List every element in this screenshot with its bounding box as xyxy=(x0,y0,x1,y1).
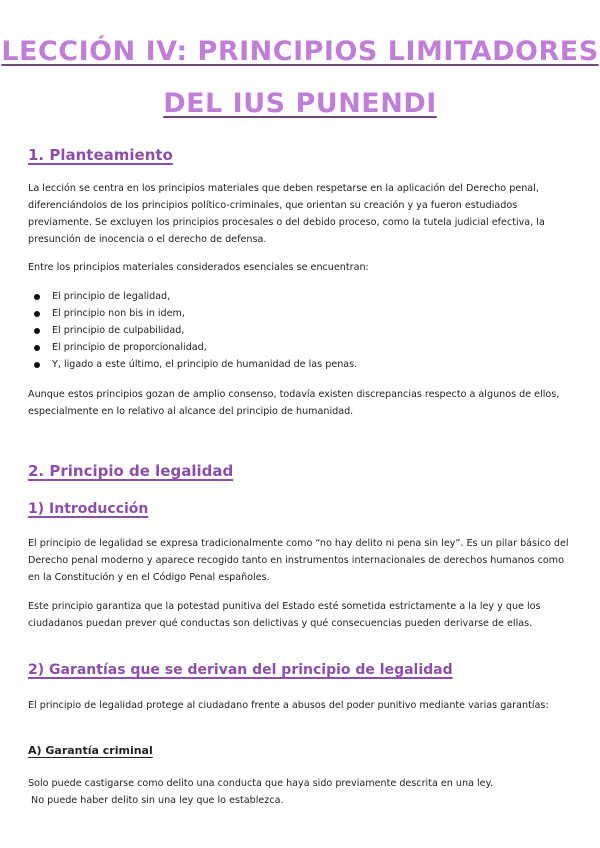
bullet-icon xyxy=(34,328,40,334)
paragraph-garantia-criminal-2: No puede haber delito sin una ley que lo establezca. xyxy=(28,795,284,806)
list-item: El principio de culpabilidad, xyxy=(34,322,357,339)
paragraph-legalidad-intro: El principio de legalidad se expresa tradicionalmente como “no hay delito ni pena sin ley”. Es un pilar básico del Derecho penal moderno y aparece recogido tanto en instrumentos internacionales de derechos humanos como en la Constitución y en el Código Penal españoles. xyxy=(28,538,569,583)
bullet-icon xyxy=(34,345,40,351)
list-item: El principio de legalidad, xyxy=(34,288,357,305)
paragraph-garantias-intro: El principio de legalidad protege al ciudadano frente a abusos del poder punitivo mediante varias garantías: xyxy=(28,700,549,711)
bullet-icon xyxy=(34,362,40,368)
subsection-heading-introduccion: 1) Introducción xyxy=(28,501,149,517)
list-item: El principio non bis in idem, xyxy=(34,305,357,322)
principles-list xyxy=(34,288,357,373)
subheading-garantia-criminal: A) Garantía criminal xyxy=(28,744,153,757)
paragraph-principles-intro: Entre los principios materiales considerados esenciales se encuentran: xyxy=(28,262,369,273)
list-item: El principio de proporcionalidad, xyxy=(34,339,357,356)
bullet-icon xyxy=(34,311,40,317)
page-title-line-1: LECCIÓN IV: PRINCIPIOS LIMITADORES xyxy=(1,36,599,67)
paragraph-garantia-criminal-1: Solo puede castigarse como delito una conducta que haya sido previamente descrita en una ley. xyxy=(28,778,493,789)
list-item: Y, ligado a este último, el principio de humanidad de las penas. xyxy=(34,356,357,373)
paragraph-consensus: Aunque estos principios gozan de amplio consenso, todavía existen discrepancias respecto a algunos de ellos, especialmente en lo relativo al alcance del principio de humanidad. xyxy=(28,389,560,417)
paragraph-planteamiento-intro: La lección se centra en los principios materiales que deben respetarse en la aplicación del Derecho penal, diferenciándolos de los principios político-criminales, que orientan su creación y ya fueron estudiados previamente. Se excluyen los principios procesales o del debido proceso, como la tutela judicial efectiva, la presunción de inocencia o el derecho de defensa. xyxy=(28,183,545,245)
paragraph-potestad: Este principio garantiza que la potestad punitiva del Estado esté sometida estrictamente a la ley y que los ciudadanos puedan prever qué conductas son delictivas y qué consecuencias pueden derivarse de ellas. xyxy=(28,601,541,629)
section-heading-planteamiento: 1. Planteamiento xyxy=(28,146,173,164)
section-heading-legalidad: 2. Principio de legalidad xyxy=(28,462,234,480)
subsection-heading-garantias: 2) Garantías que se derivan del principio de legalidad xyxy=(28,662,453,678)
page-title-line-2: DEL IUS PUNENDI xyxy=(163,88,437,119)
bullet-icon xyxy=(34,294,40,300)
